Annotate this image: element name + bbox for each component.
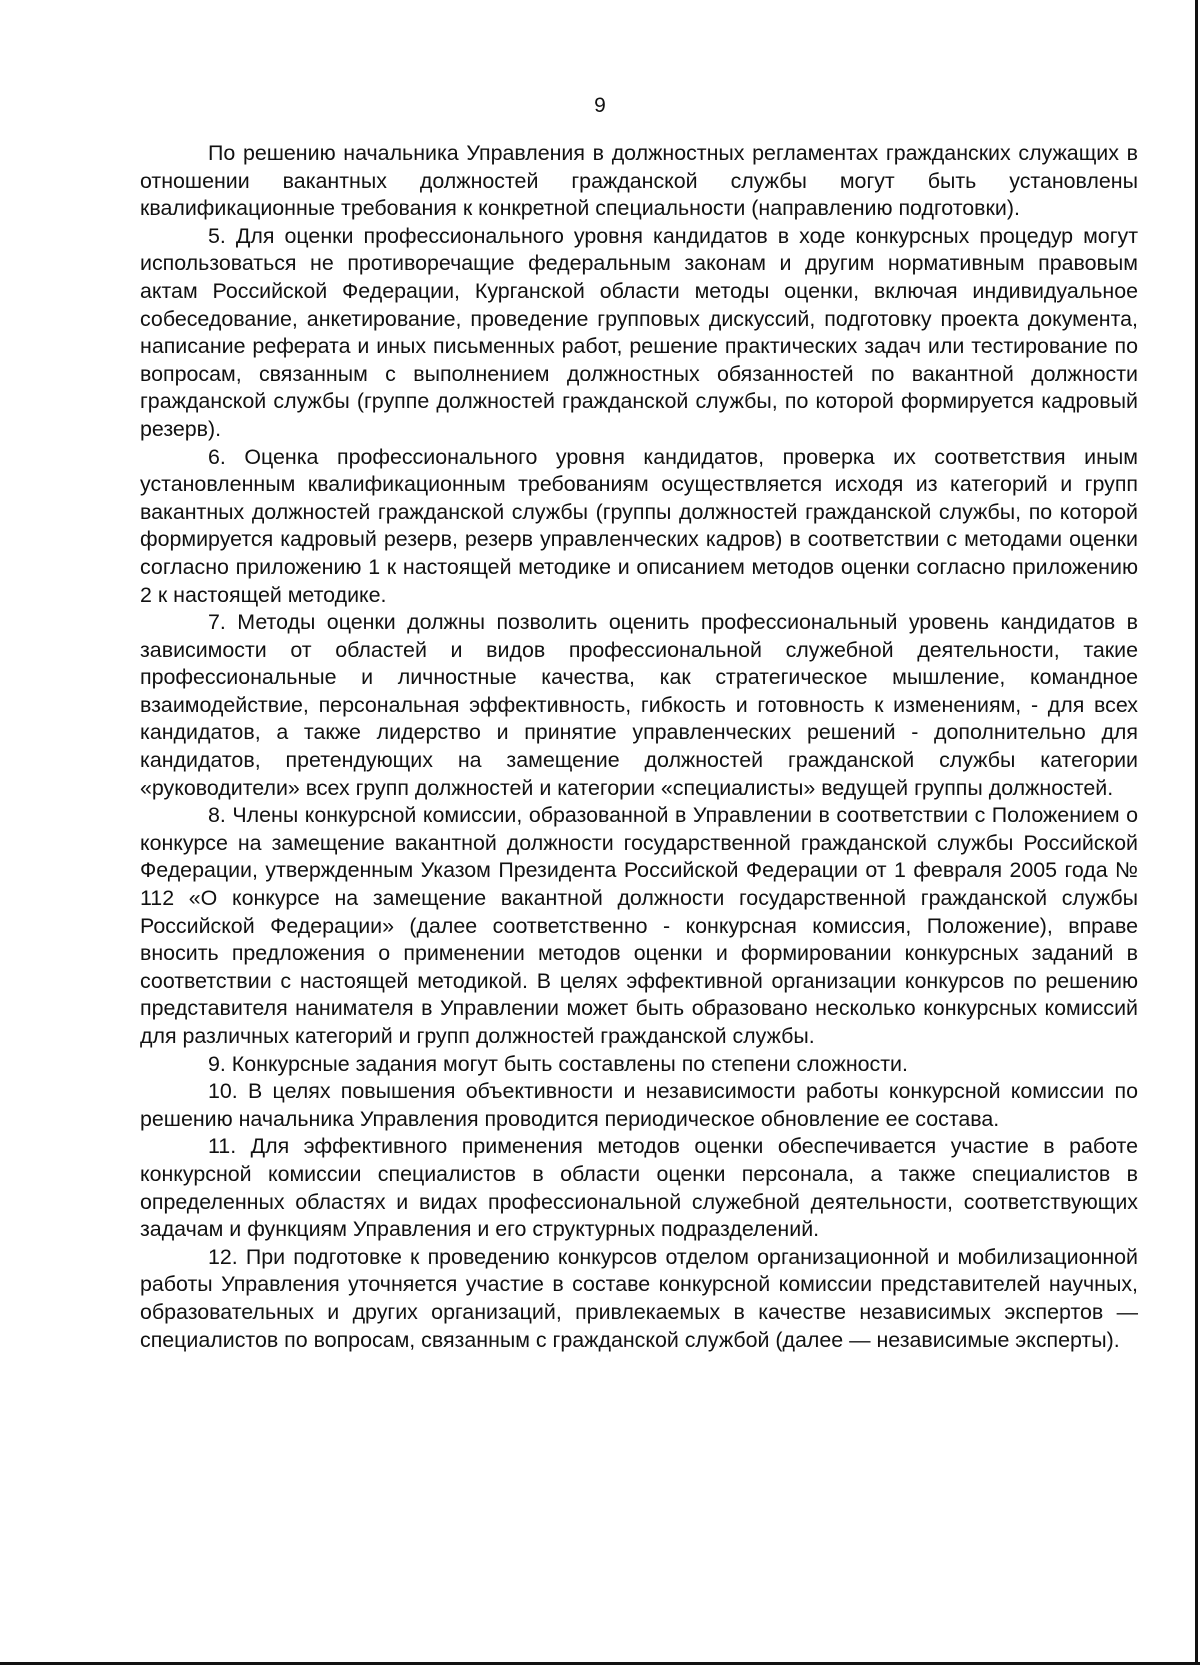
paragraph-8: 8. Члены конкурсной комиссии, образованной в Управлении в соответствии с Положением о конкурсе на замещение вакантной должности государственной гражданской службы Российской Федерации, утвержденным Указом Президента Российской Федерации от 1 февраля 2005 года № 112 «О конкурсе на замещение вакантной должности государственной гражданской службы Российской Федерации» (далее соответственно - конкурсная комиссия, Положение), вправе вносить предложения о применении методов оценки и формировании конкурсных заданий в соответствии с настоящей методикой. В целях эффективной организации конкурсов по решению представителя нанимателя в Управлении может быть образовано несколько конкурсных комиссий для различных категорий и групп должностей гражданской службы. [140, 803, 1138, 1048]
paragraph-intro: По решению начальника Управления в должностных регламентах гражданских служащих в отношении вакантных должностей гражданской службы могут быть установлены квалификационные требования к конкретной специальности (направлению подготовки). [140, 141, 1138, 221]
page-number: 9 [594, 94, 606, 117]
paragraph-6: 6. Оценка профессионального уровня кандидатов, проверка их соответствия иным установленным квалификационным требованиям осуществляется исходя из категорий и групп вакантных должностей гражданской службы (группы должностей гражданской службы, по которой формируется кадровый резерв, резерв управленческих кадров) в соответствии с методами оценки согласно приложению 1 к настоящей методике и описанием методов оценки согласно приложению 2 к настоящей методике. [140, 444, 1138, 607]
document-body [140, 140, 1138, 1354]
paragraph-10: 10. В целях повышения объективности и независимости работы конкурсной комиссии по решению начальника Управления проводится периодическое обновление ее состава. [140, 1079, 1138, 1131]
page-border-bottom [0, 1662, 1200, 1665]
paragraph-9: 9. Конкурсные задания могут быть составлены по степени сложности. [208, 1051, 908, 1076]
paragraph-7: 7. Методы оценки должны позволить оценить профессиональный уровень кандидатов в зависимости от областей и видов профессиональной служебной деятельности, такие профессиональные и личностные качества, как стратегическое мышление, командное взаимодействие, персональная эффективность, гибкость и готовность к изменениям, - для всех кандидатов, а также лидерство и принятие управленческих решений - дополнительно для кандидатов, претендующих на замещение должностей гражданской службы категории «руководители» всех групп должностей и категории «специалисты» ведущей группы должностей. [140, 610, 1138, 800]
paragraph-11: 11. Для эффективного применения методов оценки обеспечивается участие в работе конкурсной комиссии специалистов в области оценки персонала, а также специалистов в определенных областях и видах профессиональной служебной деятельности, соответствующих задачам и функциям Управления и его структурных подразделений. [140, 1134, 1138, 1242]
paragraph-12: 12. При подготовке к проведению конкурсов отделом организационной и мобилизационной работы Управления уточняется участие в составе конкурсной комиссии представителей научных, образовательных и других организаций, привлекаемых в качестве независимых экспертов — специалистов по вопросам, связанным с гражданской службой (далее — независимые эксперты). [140, 1244, 1138, 1352]
page-border-right [1195, 0, 1198, 1662]
paragraph-5: 5. Для оценки профессионального уровня кандидатов в ходе конкурсных процедур могут использоваться не противоречащие федеральным законам и другим нормативным правовым актам Российской Федерации, Курганской области методы оценки, включая индивидуальное собеседование, анкетирование, проведение групповых дискуссий, подготовку проекта документа, написание реферата и иных письменных работ, решение практических задач или тестирование по вопросам, связанным с выполнением должностных обязанностей по вакантной должности гражданской службы (группе должностей гражданской службы, по которой формируется кадровый резерв). [140, 223, 1138, 441]
